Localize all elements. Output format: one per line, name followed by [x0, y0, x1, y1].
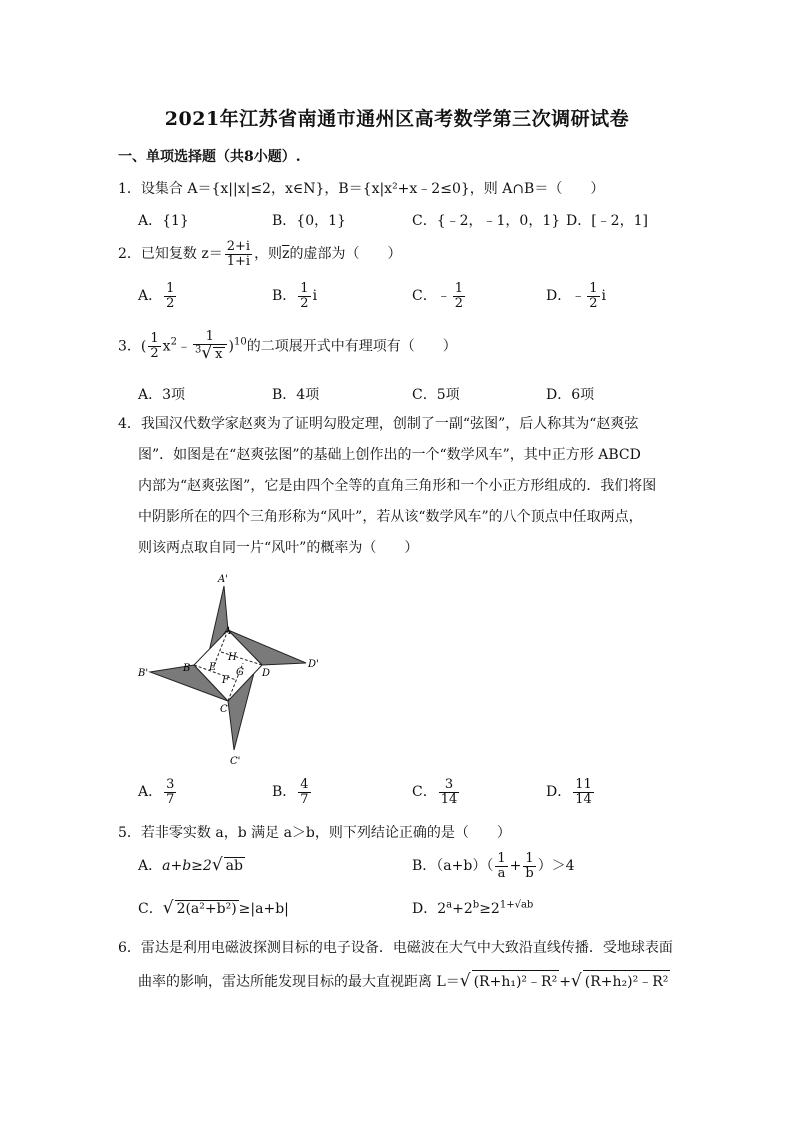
frac-num: 4 — [300, 777, 309, 792]
label-d: D — [262, 668, 271, 679]
page-title: 2021年江苏省南通市通州区高考数学第三次调研试卷 — [164, 108, 630, 130]
q3-option-b: B．4项 — [272, 387, 320, 403]
frac-den: 2 — [589, 295, 598, 311]
q5-option-d — [412, 898, 533, 918]
opt-sign: ﹣ — [571, 288, 586, 305]
q2-option-a — [138, 282, 178, 310]
frac-num: 3 — [166, 777, 175, 792]
opt-fraction — [587, 282, 599, 310]
q1-option-a: A．{1} — [138, 213, 189, 229]
q4-line-5: 则该两点取自同一片“风叶”的概率为（ ） — [138, 540, 419, 556]
q3-option-d: D．6项 — [546, 387, 595, 403]
root-index: 3 — [194, 344, 202, 356]
opt-label: A． — [138, 288, 163, 305]
radical-sign: √ — [459, 971, 471, 991]
question-6-line-2 — [138, 970, 670, 991]
question-3: 3．( $\frac{1}{2}$ $x^2﹣$ $\frac{1}{^3√ x}$ )$^{10}$的二项展开式中有理项有（ ） — [118, 329, 457, 363]
opt-lhs: a+b≥2 — [162, 858, 212, 874]
opt-label: C． — [412, 288, 437, 305]
base-3: 2 — [490, 901, 500, 917]
frac-den: b — [525, 865, 534, 881]
opt-label: D． — [546, 784, 572, 801]
opt-fraction — [164, 282, 176, 310]
q1-option-b: B．{0，1} — [272, 213, 346, 229]
label-a-prime: A' — [218, 574, 228, 585]
root-body: 2(a²+b²) — [176, 901, 237, 917]
frac-den: 2 — [454, 295, 463, 311]
opt-ge: ≥ — [479, 901, 491, 917]
q5-option-a — [138, 855, 245, 875]
question-6-line-1: 6．雷达是利用电磁波探测目标的电子设备．电磁波在大气中大致沿直线传播．受地球表面 — [118, 940, 673, 956]
frac-num: 1 — [589, 281, 598, 296]
radical-sign: √ — [211, 855, 223, 875]
opt-sign: ﹣ — [436, 288, 451, 305]
opt-fraction — [573, 778, 594, 806]
label-d-prime: D' — [308, 659, 319, 670]
frac-num: 1 — [523, 852, 535, 867]
q6-plus: + — [559, 974, 571, 990]
q2-zbar: $\overline{z}$ — [282, 246, 290, 263]
opt-fraction-2 — [523, 852, 535, 880]
q2-suffix-b: 的虚部为（ ） — [289, 246, 402, 263]
q2-fraction — [225, 240, 252, 268]
exp-1: a — [446, 899, 453, 911]
q2-frac-den: 1+i — [226, 253, 251, 269]
q3-minus: ﹣ — [176, 338, 191, 355]
q4-line-4: 中阴影所在的四个三角形称为“风叶”，若从该“数学风车”的八个顶点中任取两点， — [138, 509, 643, 525]
q3-power: 10 — [233, 336, 247, 348]
q6-root-2: (R+h₂)²﹣R² — [583, 970, 671, 991]
label-a: A — [224, 626, 232, 637]
base-2: 2 — [463, 901, 473, 917]
q3-suffix: 的二项展开式中有理项有（ ） — [246, 338, 457, 355]
label-e: E — [209, 662, 217, 673]
radical-sign: √ — [570, 971, 582, 991]
q4-option-a — [138, 778, 178, 806]
frac-den: a — [497, 865, 506, 881]
opt-plus: + — [452, 901, 464, 917]
opt-label: A． — [138, 784, 163, 801]
q2-prefix: 2．已知复数 z＝ — [118, 246, 223, 263]
q1-option-c: C．{﹣2，﹣1，0，1} — [412, 213, 561, 229]
frac-num: 11 — [575, 777, 592, 792]
q6-text: 曲率的影响，雷达所能发现目标的最大直视距离 L＝ — [138, 974, 460, 990]
q4-option-d — [546, 778, 596, 806]
frac-den: 2 — [300, 295, 309, 311]
frac-num: 1 — [166, 281, 175, 296]
opt-fraction — [298, 778, 310, 806]
frac-den: 7 — [166, 791, 175, 807]
label-c-prime: C' — [230, 756, 241, 767]
frac-den: 14 — [575, 791, 592, 807]
question-4 — [118, 409, 678, 564]
label-b: B — [183, 663, 191, 674]
opt-rhs: ）＞4 — [537, 858, 575, 875]
q6-root-1: (R+h₁)²﹣R² — [472, 970, 560, 991]
q5-option-c — [138, 898, 289, 918]
question-5: 5．若非零实数 a，b 满足 a＞b，则下列结论正确的是（ ） — [118, 825, 511, 841]
opt-label: B． — [272, 784, 297, 801]
frac-num: 1 — [497, 851, 506, 866]
opt-fraction — [453, 282, 465, 310]
section-heading: 一、单项选择题（共8小题）. — [118, 149, 301, 165]
q4-option-b — [272, 778, 313, 806]
label-b-prime: B' — [138, 668, 149, 679]
radical-sign: √ — [201, 342, 213, 363]
opt-label: A． — [138, 858, 163, 874]
exp-2: b — [472, 899, 480, 911]
opt-rhs: ≥|a+b| — [238, 901, 289, 917]
q3-option-c: C．5项 — [412, 387, 460, 403]
frac-den: 14 — [440, 791, 458, 807]
q3-option-a: A．3项 — [138, 387, 186, 403]
q4-line-2: 图”．如图是在“赵爽弦图”的基础上创作出的一个“数学风车”，其中正方形 ABCD — [138, 447, 641, 463]
windmill-figure — [138, 572, 338, 768]
q4-line-3: 内部为“赵爽弦图”，它是由四个全等的直角三角形和一个小正方形组成的．我们将图 — [138, 478, 657, 494]
q2-option-c — [412, 282, 467, 310]
opt-lhs: （a+b）（ — [436, 858, 494, 875]
opt-label: B． — [272, 288, 297, 305]
frac-num: 1 — [454, 281, 463, 296]
opt-fraction — [298, 282, 310, 310]
q3-root-fraction — [193, 330, 227, 362]
q2-suffix-a: ，则 — [254, 246, 283, 263]
frac-num: 1 — [193, 330, 227, 345]
frac-den: 2 — [150, 345, 159, 361]
frac-den: 2 — [166, 295, 175, 311]
radical-sign: √ — [162, 898, 174, 918]
opt-label: C． — [138, 901, 163, 917]
q3-x: x — [162, 338, 171, 355]
q5-option-b — [412, 852, 575, 880]
q1-option-d: D．[﹣2，1] — [566, 213, 648, 229]
opt-plus: + — [509, 858, 522, 875]
opt-label: C． — [412, 784, 437, 801]
opt-fraction — [439, 778, 460, 806]
exp-3: 1+√ab — [499, 899, 534, 911]
root-body: x — [215, 346, 223, 362]
q2-option-d — [546, 282, 606, 310]
opt-fraction-1 — [495, 852, 507, 880]
opt-unit: i — [312, 288, 318, 305]
label-c: C — [220, 704, 228, 715]
frac-den — [193, 342, 227, 363]
opt-unit: i — [601, 288, 606, 305]
opt-label: D． — [546, 288, 572, 305]
q4-option-c — [412, 778, 461, 806]
question-2 — [118, 240, 401, 268]
frac-den: 7 — [300, 791, 309, 807]
base-1: 2 — [437, 901, 447, 917]
q3-half — [148, 332, 160, 360]
q4-line-1: 4．我国汉代数学家赵爽为了证明勾股定理，创制了一副“弦图”，后人称其为“赵爽弦 — [118, 416, 639, 432]
frac-num: 3 — [439, 778, 460, 793]
root-body: ab — [225, 858, 243, 874]
q3-square: 2 — [170, 336, 177, 348]
opt-label: B． — [412, 858, 437, 875]
label-h: H — [228, 652, 237, 663]
label-g: G — [236, 667, 244, 678]
q2-option-b — [272, 282, 317, 310]
frac-num: 1 — [300, 281, 309, 296]
q3-prefix: 3． — [118, 338, 141, 355]
opt-label: D． — [412, 901, 438, 917]
question-1: 1．设集合 A＝{x||x|≤2，x∈N}，B＝{x|x²+x﹣2≤0}，则 A∩B＝（ ） — [118, 181, 605, 197]
label-f: F — [222, 675, 229, 686]
frac-num: 1 — [150, 331, 159, 347]
q2-frac-num: 2+i — [226, 239, 251, 254]
opt-fraction — [164, 778, 176, 806]
